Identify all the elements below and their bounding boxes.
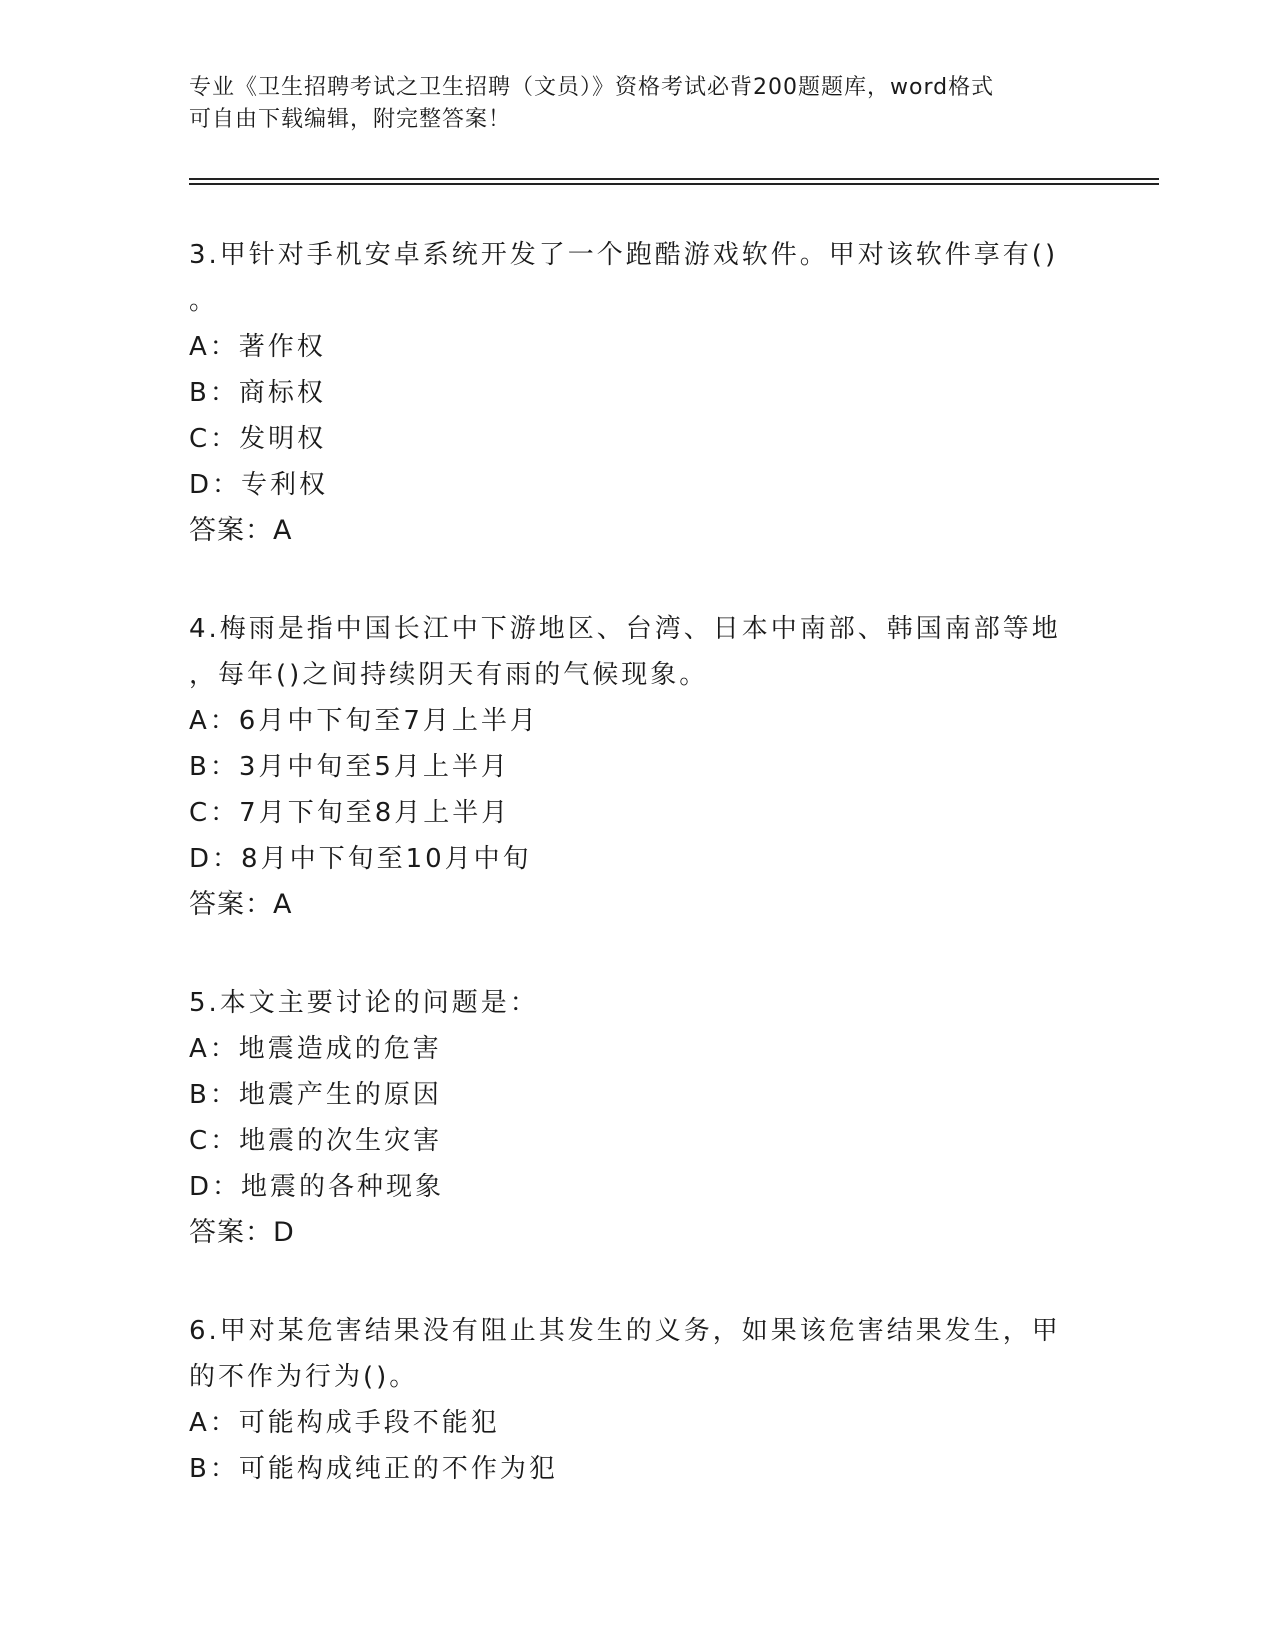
option-c: C：7月下旬至8月上半月 — [189, 798, 511, 828]
answer-line: 答案：D — [189, 1217, 295, 1248]
question-stem-line: ，每年()之间持续阴天有雨的气候现象。 — [189, 660, 709, 690]
header-line-1: 专业《卫生招聘考试之卫生招聘（文员）》资格考试必背200题题库，word格式 — [189, 75, 995, 100]
option-b: B：可能构成纯正的不作为犯 — [189, 1454, 558, 1484]
question-item — [189, 606, 1069, 928]
question-item — [189, 980, 1069, 1256]
document-header — [189, 72, 1069, 136]
header-divider-bottom — [189, 183, 1159, 185]
header-line-2: 可自由下载编辑，附完整答案！ — [189, 107, 512, 132]
option-b: B：商标权 — [189, 378, 326, 408]
option-d: D：地震的各种现象 — [189, 1172, 445, 1202]
question-list — [189, 232, 1069, 1544]
header-divider-top — [189, 178, 1159, 180]
answer-line: 答案：A — [189, 515, 293, 546]
question-stem-line: 。 — [189, 286, 219, 316]
question-stem-line: 的不作为行为()。 — [189, 1362, 419, 1392]
option-c: C：发明权 — [189, 424, 327, 454]
option-a: A：地震造成的危害 — [189, 1034, 442, 1064]
answer-line: 答案：A — [189, 889, 293, 920]
option-a: A：6月中下旬至7月上半月 — [189, 706, 539, 736]
option-b: B：3月中旬至5月上半月 — [189, 752, 510, 782]
question-stem-line: 5.本文主要讨论的问题是： — [189, 988, 539, 1018]
question-item — [189, 232, 1069, 554]
option-d: D：8月中下旬至10月中旬 — [189, 844, 532, 874]
option-d: D：专利权 — [189, 470, 329, 500]
option-a: A：可能构成手段不能犯 — [189, 1408, 500, 1438]
question-stem-line: 6.甲对某危害结果没有阻止其发生的义务，如果该危害结果发生，甲 — [189, 1316, 1061, 1346]
question-stem-line: 4.梅雨是指中国长江中下游地区、台湾、日本中南部、韩国南部等地 — [189, 614, 1061, 644]
option-c: C：地震的次生灾害 — [189, 1126, 443, 1156]
option-b: B：地震产生的原因 — [189, 1080, 442, 1110]
question-stem-line: 3.甲针对手机安卓系统开发了一个跑酷游戏软件。甲对该软件享有() — [189, 240, 1059, 270]
option-a: A：著作权 — [189, 332, 326, 362]
question-item — [189, 1308, 1069, 1492]
